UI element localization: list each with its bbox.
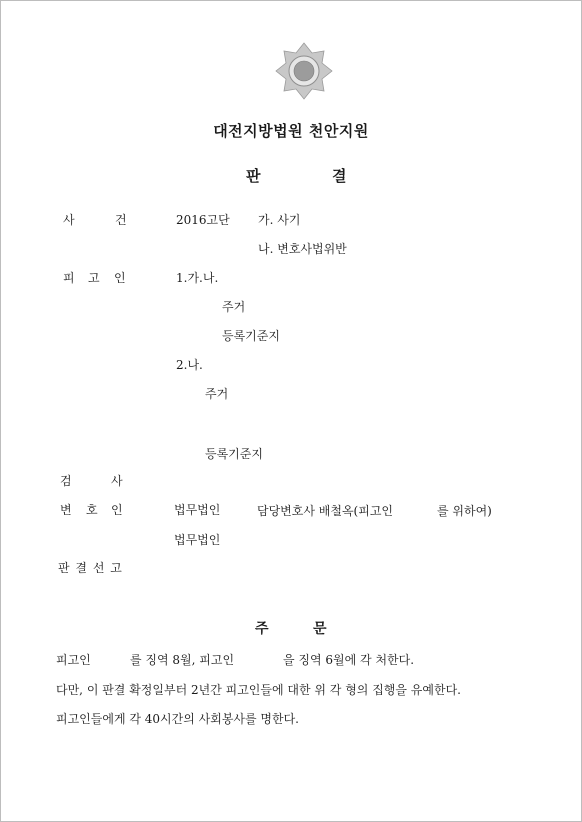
case-label-1: 사 <box>63 213 75 227</box>
case-number: 2016고단 <box>176 213 230 227</box>
defendant-1-domicile-label: 등록기준지 <box>222 329 280 343</box>
sentence-line-2: 다만, 이 판결 확정일부터 2년간 피고인들에 대한 위 각 형의 집행을 유예한다. <box>56 683 461 697</box>
defendant-1: 1.가.나. <box>176 271 219 285</box>
verdict-date-label: 판 결 선 고 <box>58 561 123 575</box>
defendant-2-domicile-label: 등록기준지 <box>205 447 263 461</box>
defendant-label-3: 인 <box>114 271 126 285</box>
defendant-label-2: 고 <box>88 271 100 285</box>
sentence-line-3: 피고인들에게 각 40시간의 사회봉사를 명한다. <box>56 712 299 726</box>
defendant-1-address-label: 주거 <box>222 300 246 314</box>
title-left-char: 판 <box>246 167 261 185</box>
defendant-2: 2.나. <box>176 358 203 372</box>
sentence-line-1b: 를 징역 8월, 피고인 <box>130 653 235 667</box>
main-heading-left: 주 <box>255 621 269 637</box>
title-right-char: 결 <box>332 167 347 185</box>
prosecutor-label-1: 검 <box>60 474 72 488</box>
case-item-2: 나. 변호사법위반 <box>258 242 347 256</box>
case-label-2: 건 <box>115 213 127 227</box>
defense-label-3: 인 <box>111 503 123 517</box>
defendant-2-address-label: 주거 <box>205 387 229 401</box>
sentence-line-1a: 피고인 <box>56 653 91 667</box>
defense-lawyer: 담당변호사 배철옥(피고인 <box>257 504 394 518</box>
court-seal-icon <box>272 39 336 103</box>
prosecutor-label-2: 사 <box>111 474 123 488</box>
defendant-label-1: 피 <box>63 271 75 285</box>
defense-for: 를 위하여) <box>437 504 492 518</box>
defense-firm-2: 법무법인 <box>174 533 221 547</box>
sentence-line-1c: 을 징역 6월에 각 처한다. <box>283 653 415 667</box>
case-item-1: 가. 사기 <box>258 213 301 227</box>
main-heading-right: 문 <box>313 621 327 637</box>
defense-firm-1: 법무법인 <box>174 503 221 517</box>
defense-label-1: 변 <box>60 503 72 517</box>
court-name: 대전지방법원 천안지원 <box>213 122 369 140</box>
defense-label-2: 호 <box>86 503 98 517</box>
